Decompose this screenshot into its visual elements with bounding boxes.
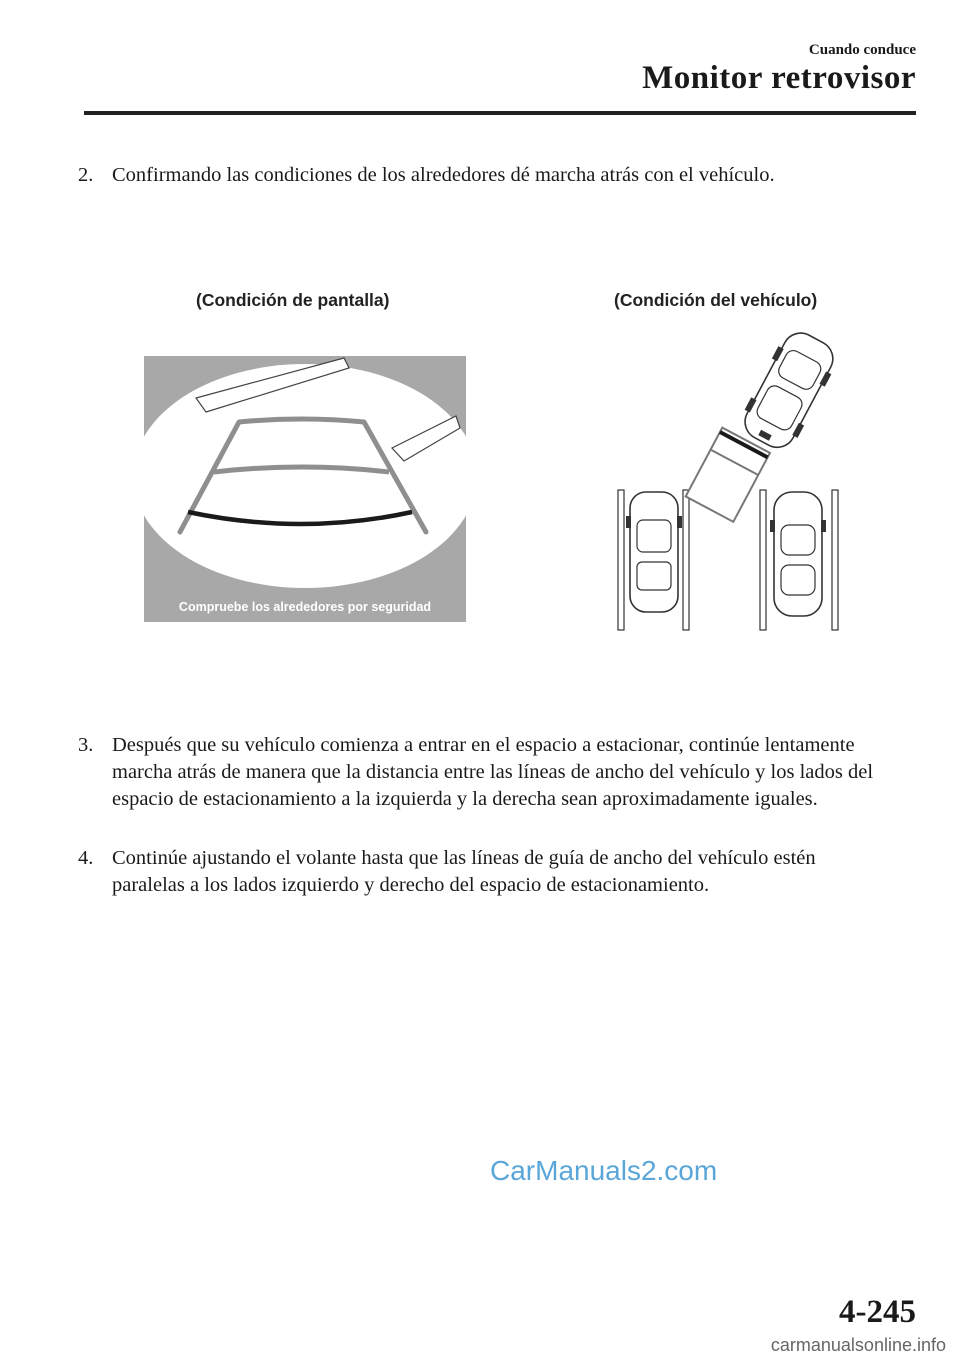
step-number: 4.: [78, 847, 94, 869]
header-section: Cuando conduce: [808, 42, 916, 58]
step-number: 3.: [78, 734, 94, 756]
parking-line: [832, 490, 838, 630]
page-number: 4-245: [839, 1294, 916, 1330]
step-text: Continúe ajustando el volante hasta que las líneas de guía de ancho del vehículo estén paralelas a los lados izquierdo y derecho del espacio de estacionamiento.: [112, 847, 816, 896]
header-rule: [84, 111, 916, 115]
screen-message: Compruebe los alrededores por seguridad: [178, 600, 432, 614]
step-number: 2.: [78, 164, 94, 186]
step-2: [78, 162, 878, 189]
page-title: Monitor retrovisor: [642, 60, 916, 96]
reverse-guide-area: [686, 428, 770, 522]
reversing-car: [735, 330, 842, 456]
parking-line: [683, 490, 689, 630]
screen-caption: (Condición de pantalla): [196, 290, 390, 310]
vehicle-parking-illustration: [600, 330, 850, 640]
footer-url[interactable]: carmanualsonline.info: [770, 1335, 946, 1355]
parking-line: [760, 490, 766, 630]
step-4: [78, 845, 878, 899]
parking-line: [618, 490, 624, 630]
step-text: Confirmando las condiciones de los alrededores dé marcha atrás con el vehículo.: [112, 164, 775, 186]
step-3: [78, 732, 878, 813]
watermark: CarManuals2.com: [490, 1155, 718, 1186]
vehicle-caption: (Condición del vehículo): [614, 290, 818, 310]
rear-camera-screen-illustration: [144, 356, 466, 622]
parked-car-right: [770, 492, 826, 616]
screen-view-area: [144, 364, 466, 588]
parked-car-left: [626, 492, 682, 612]
step-text: Después que su vehículo comienza a entrar en el espacio a estacionar, continúe lentamente marcha atrás de manera que la distancia entre las líneas de ancho del vehículo y los lados del espacio de estacionamiento a la izquierda y la derecha sean aproximadamente iguales.: [112, 734, 874, 810]
